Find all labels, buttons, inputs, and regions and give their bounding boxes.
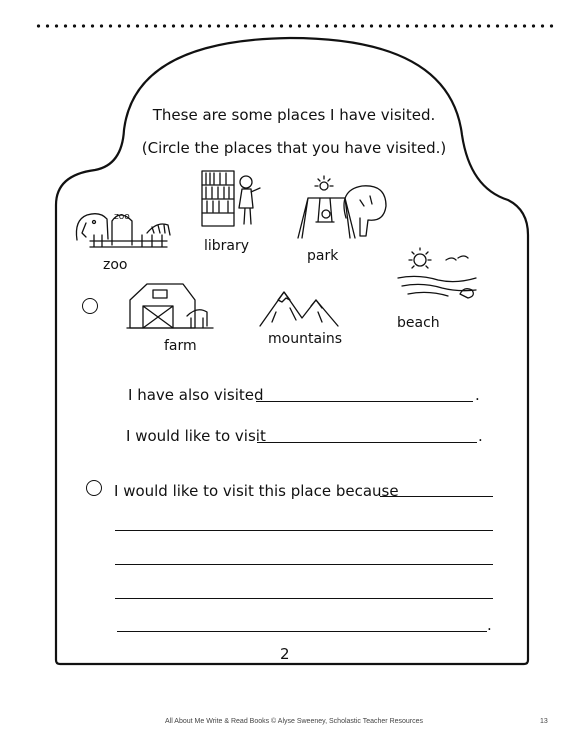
worksheet-instruction: (Circle the places that you have visited.): [141, 139, 447, 157]
footer-credit: All About Me Write & Read Books © Alyse Sweeney, Scholastic Teacher Resources: [164, 718, 424, 725]
place-label-mountains: mountains: [268, 331, 343, 347]
period-3: .: [487, 616, 492, 634]
page-number: 2: [280, 645, 290, 663]
period-1: .: [475, 386, 480, 404]
library-icon[interactable]: [198, 168, 266, 230]
period-2: .: [478, 427, 483, 445]
answer-line-because-1[interactable]: [380, 496, 493, 497]
place-label-farm: farm: [164, 338, 197, 354]
worksheet-title: These are some places I have visited.: [152, 106, 436, 124]
prompt-also-visited: I have also visited: [128, 386, 264, 404]
park-icon[interactable]: [290, 178, 390, 243]
answer-line-because-4[interactable]: [115, 598, 493, 599]
answer-line-also-visited[interactable]: [256, 401, 473, 402]
farm-icon[interactable]: [125, 280, 215, 335]
prompt-because: I would like to visit this place because: [114, 482, 399, 500]
zoo-icon[interactable]: [72, 205, 177, 255]
prompt-like-to-visit: I would like to visit: [126, 427, 266, 445]
beach-icon[interactable]: [398, 250, 478, 305]
footer-page-number: 13: [540, 718, 548, 725]
place-label-library: library: [204, 238, 250, 254]
place-label-park: park: [307, 248, 339, 264]
mountains-icon[interactable]: [256, 288, 342, 330]
answer-circle-2[interactable]: [86, 480, 102, 496]
answer-line-like-to-visit[interactable]: [257, 442, 477, 443]
answer-line-because-2[interactable]: [115, 530, 493, 531]
place-label-zoo: zoo: [103, 257, 128, 273]
answer-line-because-5[interactable]: [117, 631, 487, 632]
answer-line-because-3[interactable]: [115, 564, 493, 565]
answer-circle-1[interactable]: [82, 298, 98, 314]
place-label-beach: beach: [397, 315, 440, 331]
svg-text:zoo: zoo: [114, 212, 130, 222]
